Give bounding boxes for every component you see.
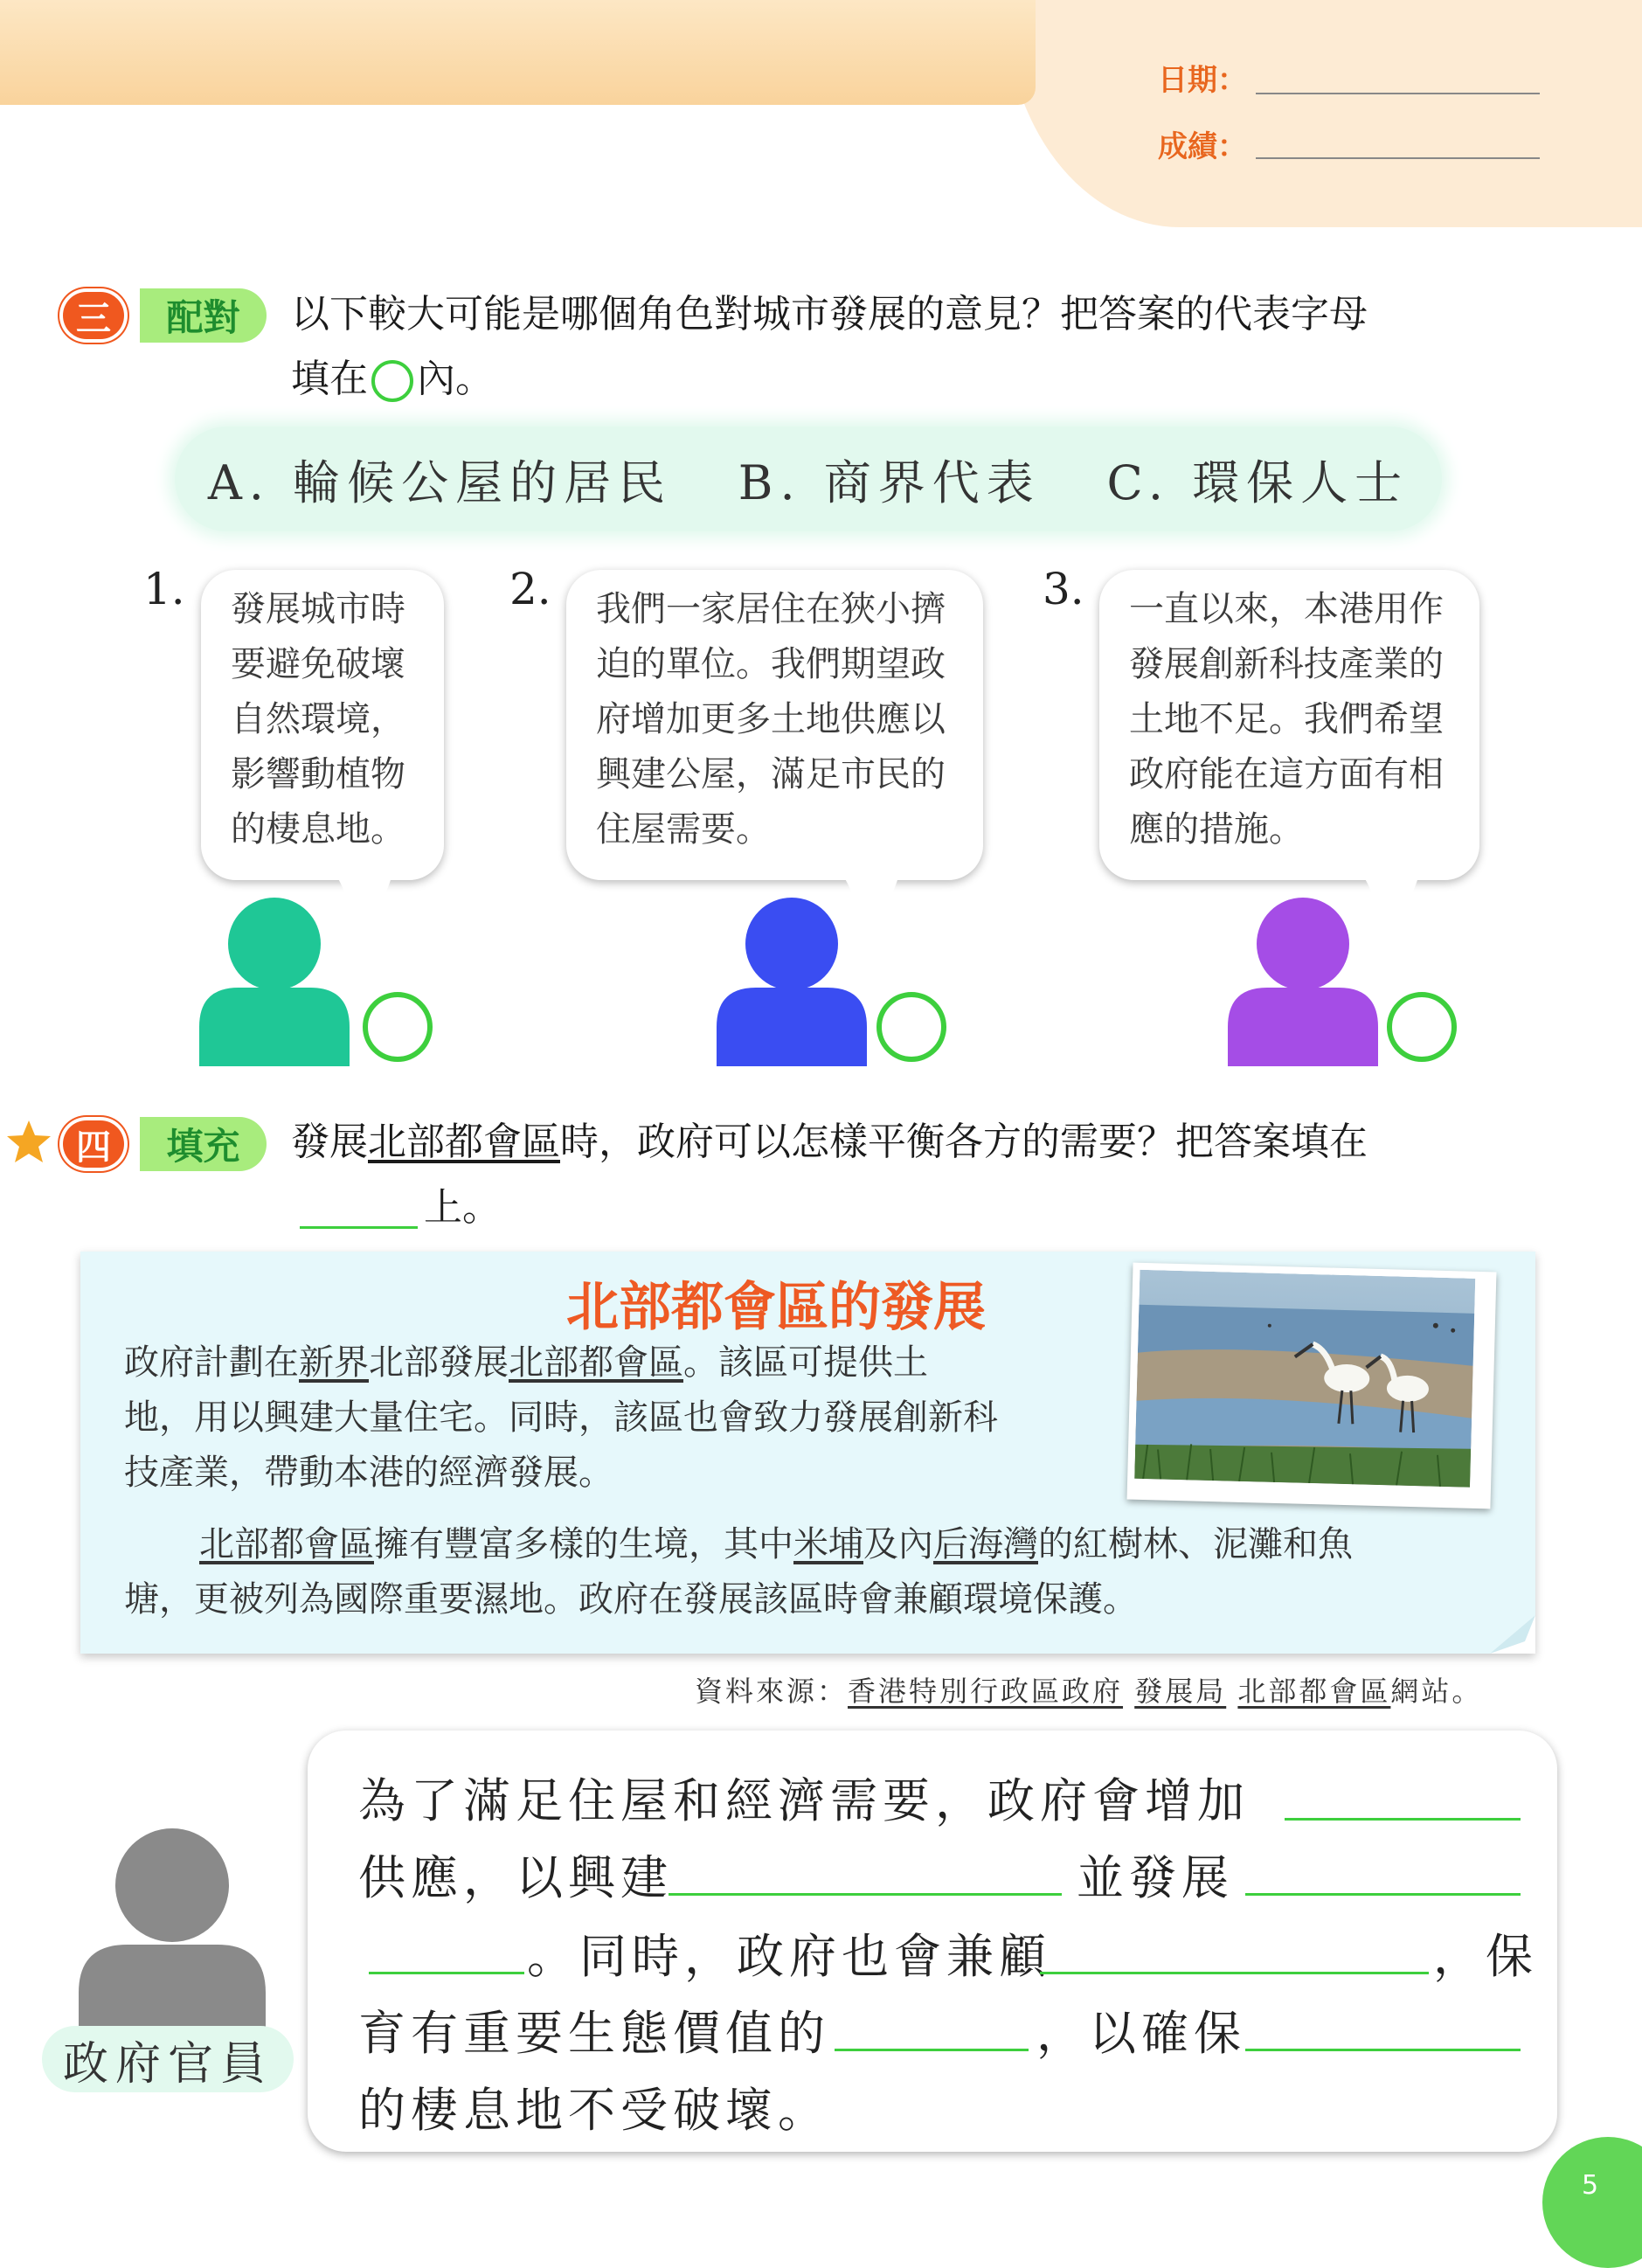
item-2-number: 2. [509,564,551,614]
blank-7[interactable] [1245,2049,1521,2051]
card-text: 及內 [863,1524,933,1564]
option-a: A. 輪候公屋的居民 [207,454,673,510]
bubble-line: 應的措施。 [1129,809,1304,850]
sample-blank-line [300,1226,418,1229]
spoonbill-image [1134,1270,1475,1488]
speaker-label: 政府官員 [42,2026,294,2092]
fill-line-4a: 育有重要生態價值的 [358,2006,830,2061]
official-silhouette-icon [79,1827,266,2045]
section-4-question-line1 [291,1110,1368,1175]
date-field[interactable] [1256,93,1540,94]
source-text: 網站。 [1390,1675,1483,1708]
bubble-line: 影響動植物 [231,754,405,794]
bubble-line: 興建公屋，滿足市民的 [596,754,946,794]
options-bar [175,427,1442,531]
question-text: 發展 [291,1120,368,1164]
item-3-speech-bubble [1099,570,1479,880]
place-name: 后海灣 [933,1524,1038,1564]
place-name: 北部都會區 [509,1342,683,1383]
person-silhouette-icon [717,896,867,1066]
source-org: 香港特別行政區政府 [848,1675,1124,1708]
fill-line-3b: ，保 [1433,1929,1538,1984]
question-place-name: 北部都會區 [368,1120,560,1164]
bubble-line: 要避免破壞 [231,644,405,684]
bubble-line: 迫的單位。我們期望政 [596,644,946,684]
section-4-question-line2: 上。 [424,1185,501,1230]
page-number: 5 [1582,2170,1599,2201]
item-2-speech-bubble [566,570,983,880]
section-4-tag: 填充 [140,1117,267,1171]
item-3-number: 3. [1043,564,1084,614]
card-paragraph-2-line-2: 塘，更被列為國際重要濕地。政府在發展該區時會兼顧環境保護。 [124,1579,1138,1620]
bubble-line: 我們一家居住在狹小擠 [596,589,946,629]
score-field[interactable] [1256,157,1540,159]
blank-6[interactable] [835,2049,1029,2051]
fill-line-3a: 。同時，政府也會兼顧 [527,1929,1051,1984]
wetland-photo [1127,1263,1497,1509]
fill-line-5: 的棲息地不受破壞。 [358,2083,830,2138]
card-paragraph-2-line-1 [199,1517,1353,1572]
bubble-line: 政府能在這方面有相 [1129,754,1444,794]
bubble-line: 自然環境， [231,699,405,739]
page-number-badge [1542,2137,1642,2268]
question-text: 時，政府可以怎樣平衡各方的需要？把答案填在 [560,1120,1368,1164]
blank-5[interactable] [1040,1972,1429,1974]
bubble-line: 發展城市時 [231,589,405,629]
bubble-line: 府增加更多土地供應以 [596,699,946,739]
header-band-decoration [0,0,1036,105]
page-fold-icon [1490,1615,1535,1654]
source-citation [695,1669,1482,1710]
card-text: 。該區可提供土 [683,1342,928,1383]
card-paragraph-1-line-1 [124,1335,928,1391]
section-4-number: 四 [59,1117,128,1171]
item-1-speech-bubble [201,570,444,880]
item-1-answer-circle[interactable] [363,992,433,1062]
header-corner-decoration [1005,0,1642,227]
person-silhouette-icon [1228,896,1378,1066]
blank-1[interactable] [1285,1818,1521,1821]
bubble-line: 的棲息地。 [231,809,405,850]
place-name: 北部都會區 [199,1524,374,1564]
section-3-number: 三 [59,288,128,343]
place-name: 新界 [299,1342,369,1383]
card-paragraph-1-line-3: 技產業，帶動本港的經濟發展。 [124,1453,613,1493]
source-org: 發展局 [1134,1675,1227,1708]
bubble-line: 發展創新科技產業的 [1129,644,1444,684]
section-3-question-line2 [291,347,494,412]
person-silhouette-icon [199,896,350,1066]
item-3-answer-circle[interactable] [1387,992,1457,1062]
card-text: 的紅樹林、泥灘和魚 [1038,1524,1353,1564]
answer-circle-icon [371,360,413,402]
fill-line-4b: ，以確保 [1036,2006,1246,2061]
source-org: 北部都會區 [1237,1675,1391,1708]
score-label: 成績： [1158,129,1247,164]
fill-line-1: 為了滿足住屋和經濟需要，政府會增加 [358,1773,1250,1828]
source-text: 資料來源： [695,1675,849,1708]
bubble-line: 土地不足。我們希望 [1129,699,1444,739]
question-text: 填在 [291,357,368,401]
item-1-number: 1. [143,564,185,614]
blank-4[interactable] [369,1972,524,1974]
card-text: 擁有豐富多樣的生境，其中 [374,1524,793,1564]
blank-2[interactable] [669,1893,1062,1896]
card-text: 北部發展 [369,1342,509,1383]
card-paragraph-1-line-2: 地，用以興建大量住宅。同時，該區也會致力發展創新科 [124,1398,998,1438]
section-3-tag: 配對 [140,288,267,343]
place-name: 米埔 [793,1524,863,1564]
fill-line-2b: 並發展 [1077,1850,1234,1905]
star-icon [5,1119,52,1166]
option-b: B. 商界代表 [738,454,1041,510]
card-text: 政府計劃在 [124,1342,299,1383]
item-2-answer-circle[interactable] [876,992,946,1062]
option-c: C. 環保人士 [1106,454,1410,510]
date-label: 日期： [1158,63,1247,98]
blank-3[interactable] [1245,1893,1521,1896]
bubble-line: 一直以來，本港用作 [1129,589,1444,629]
question-text: 內。 [417,357,494,401]
bubble-line: 住屋需要。 [596,809,771,850]
card-title: 北部都會區的發展 [566,1277,986,1338]
fill-line-2a: 供應，以興建 [358,1850,673,1905]
section-3-question-line1: 以下較大可能是哪個角色對城市發展的意見？把答案的代表字母 [291,292,1368,336]
